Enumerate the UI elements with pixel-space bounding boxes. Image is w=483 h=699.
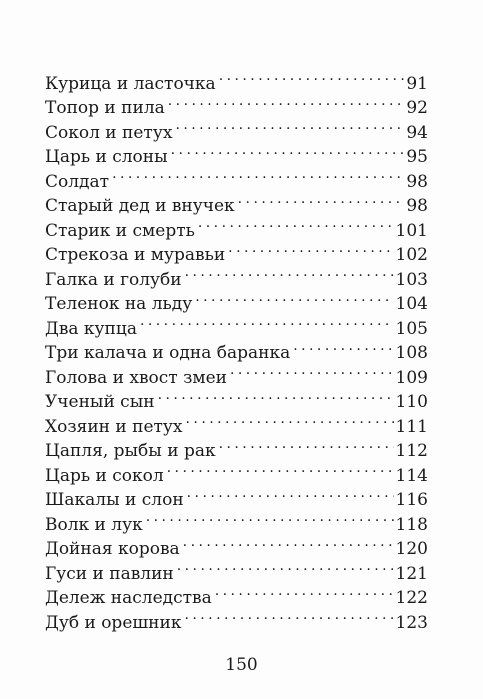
toc-entry-page: 109	[395, 367, 428, 388]
toc-entry-page: 94	[406, 122, 428, 143]
toc-entry-title: Три калача и одна баранка	[45, 343, 291, 363]
toc-entry-page: 110	[395, 392, 428, 412]
toc-dot-leader	[238, 187, 405, 212]
toc-dot-leader	[146, 505, 394, 530]
toc-dot-leader	[186, 407, 394, 432]
toc-entry-title: Гуси и павлин	[45, 563, 174, 584]
toc-entry-title: Царь и сокол	[45, 465, 164, 486]
toc-entry-page: 104	[395, 294, 428, 314]
toc-entry-title: Старик и смерть	[45, 220, 195, 241]
toc-entry-title: Волк и лук	[45, 514, 143, 535]
toc-entry-page: 122	[395, 588, 428, 608]
toc-entry-title: Старый дед и внучек	[45, 196, 235, 216]
toc-dot-leader	[158, 383, 394, 408]
table-of-contents	[45, 64, 428, 633]
toc-entry-page: 111	[395, 416, 428, 437]
toc-dot-leader	[215, 579, 394, 604]
toc-entry-page: 123	[395, 612, 428, 633]
toc-dot-leader	[228, 236, 393, 261]
toc-dot-leader	[184, 603, 393, 628]
toc-entry-title: Солдат	[45, 171, 110, 192]
toc-entry-page: 103	[395, 269, 428, 290]
toc-entry-page: 95	[406, 147, 428, 167]
toc-entry-title: Сокол и петух	[45, 122, 173, 143]
toc-entry-page: 120	[395, 539, 428, 559]
toc-dot-leader	[187, 481, 394, 506]
toc-entry-page: 114	[395, 465, 428, 486]
toc-entry	[45, 64, 428, 94]
toc-dot-leader	[177, 554, 394, 579]
toc-entry-page: 108	[395, 343, 428, 363]
toc-entry-page: 98	[406, 171, 428, 192]
toc-entry-page: 92	[406, 98, 428, 118]
toc-dot-leader	[175, 113, 404, 138]
toc-entry-title: Ученый сын	[45, 392, 155, 412]
toc-entry-page: 112	[395, 441, 428, 461]
toc-entry-page: 118	[395, 514, 428, 535]
toc-dot-leader	[198, 211, 394, 236]
toc-dot-leader	[219, 432, 394, 457]
toc-entry-title: Галка и голуби	[45, 269, 182, 290]
toc-entry-title: Дележ наследства	[45, 588, 212, 608]
toc-entry-title: Цапля, рыбы и рак	[45, 441, 216, 461]
toc-entry-page: 121	[395, 563, 428, 584]
toc-entry-page: 101	[395, 220, 428, 241]
toc-entry-title: Голова и хвост змеи	[45, 367, 227, 388]
toc-entry-page: 105	[395, 318, 428, 339]
toc-dot-leader	[219, 64, 405, 89]
toc-entry-title: Два купца	[45, 318, 137, 339]
toc-dot-leader	[167, 456, 394, 481]
toc-entry-title: Шакалы и слон	[45, 490, 184, 510]
toc-dot-leader	[230, 358, 394, 383]
toc-entry-title: Царь и слоны	[45, 147, 168, 167]
toc-entry-title: Стрекоза и муравьи	[45, 245, 226, 265]
toc-entry-page: 98	[406, 196, 428, 216]
toc-dot-leader	[293, 334, 393, 359]
toc-entry-title: Дуб и орешник	[45, 612, 182, 633]
toc-entry-title: Теленок на льду	[45, 294, 193, 314]
toc-entry-title: Топор и пила	[45, 98, 165, 118]
toc-entry-title: Дойная корова	[45, 539, 180, 559]
toc-dot-leader	[140, 309, 394, 334]
toc-entry-page: 116	[395, 490, 428, 510]
toc-entry-page: 91	[406, 73, 428, 94]
toc-entry-page: 102	[395, 245, 428, 265]
toc-dot-leader	[183, 530, 394, 555]
page-number: 150	[225, 655, 258, 675]
toc-dot-leader	[195, 285, 393, 310]
toc-dot-leader	[168, 89, 405, 114]
toc-dot-leader	[171, 138, 405, 163]
toc-entry-title: Курица и ласточка	[45, 73, 216, 94]
toc-entry-title: Хозяин и петух	[45, 416, 183, 437]
toc-dot-leader	[112, 162, 404, 187]
toc-dot-leader	[185, 260, 394, 285]
